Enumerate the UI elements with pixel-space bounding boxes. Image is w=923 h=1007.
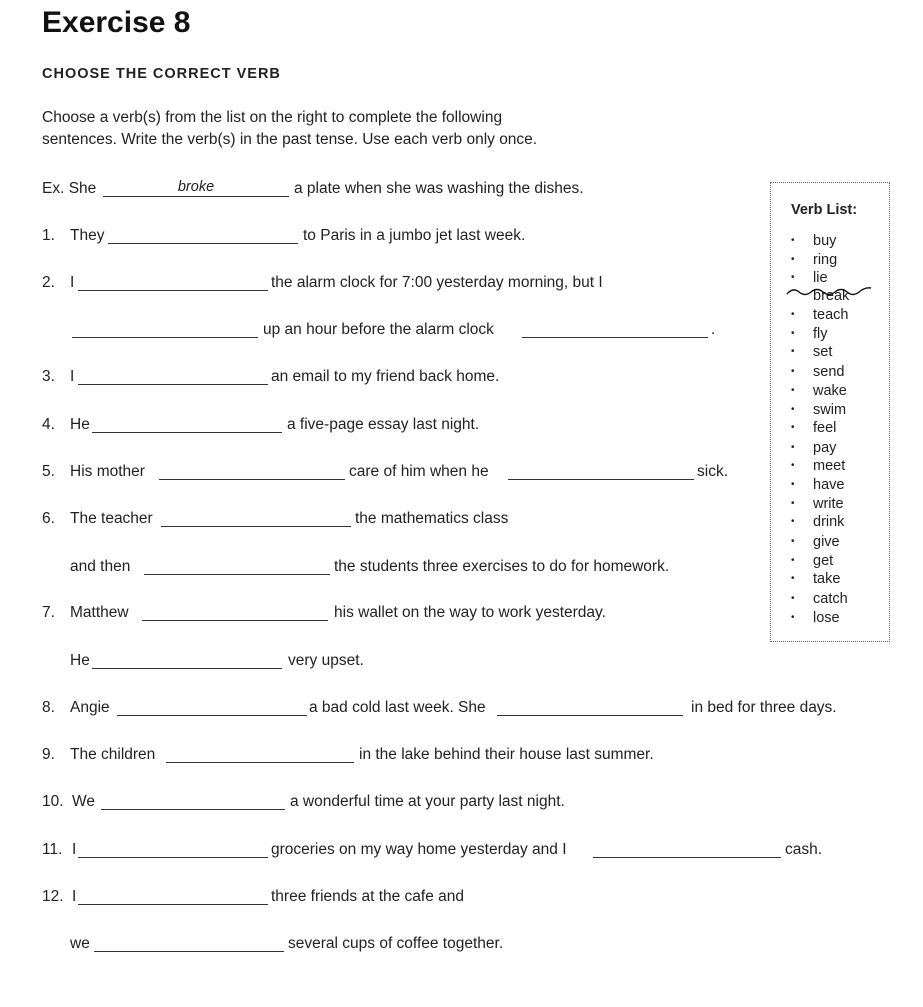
sentence-text: I [70, 368, 75, 385]
verb-label: set [813, 344, 833, 360]
answer-blank[interactable] [159, 479, 345, 480]
verb-label: ring [813, 252, 838, 268]
sentence-text: . [711, 321, 716, 338]
sentence-text: an email to my friend back home. [271, 368, 500, 385]
cross-out-squiggle-icon [785, 283, 875, 297]
sentence-text: groceries on my way home yesterday and I [271, 841, 567, 858]
answer-blank[interactable] [101, 809, 285, 810]
bullet-icon: • [791, 442, 795, 453]
bullet-icon: • [791, 366, 795, 377]
example-answer-blank [103, 179, 289, 197]
bullet-icon: • [791, 272, 795, 283]
verb-label: send [813, 364, 845, 380]
sentence-text: The children [70, 746, 156, 763]
bullet-icon: • [791, 235, 795, 246]
sentence-text: I [70, 274, 75, 291]
sentence-number: 5. [42, 463, 55, 480]
verb-label: break [813, 288, 850, 304]
sentence-text: several cups of coffee together. [288, 935, 504, 952]
sentence-text: I [72, 841, 77, 858]
verb-label: lie [813, 270, 828, 286]
bullet-icon: • [791, 385, 795, 396]
sentence-text: care of him when he [349, 463, 489, 480]
sentence-number: 9. [42, 746, 55, 763]
sentence-text: up an hour before the alarm clock [263, 321, 494, 338]
sentence-number: 2. [42, 274, 55, 291]
example-text: a plate when she was washing the dishes. [294, 180, 584, 197]
bullet-icon: • [791, 422, 795, 433]
answer-blank[interactable] [78, 857, 268, 858]
sentence-number: 1. [42, 227, 55, 244]
sentence-text: a five-page essay last night. [287, 416, 480, 433]
bullet-icon: • [791, 593, 795, 604]
sentence-text: He [70, 416, 90, 433]
answer-blank[interactable] [522, 337, 708, 338]
sentence-text: to Paris in a jumbo jet last week. [303, 227, 526, 244]
answer-blank[interactable] [78, 904, 268, 905]
verb-label: fly [813, 326, 828, 342]
bullet-icon: • [791, 555, 795, 566]
sentence-number: 7. [42, 604, 55, 621]
instructions-line-2: sentences. Write the verb(s) in the past tense. Use each verb only once. [42, 131, 538, 148]
answer-blank[interactable] [92, 432, 282, 433]
verb-label: lose [813, 610, 840, 626]
answer-blank[interactable] [166, 762, 354, 763]
answer-blank[interactable] [78, 290, 268, 291]
answer-blank[interactable] [161, 526, 351, 527]
bullet-icon: • [791, 573, 795, 584]
bullet-icon: • [791, 328, 795, 339]
verb-label: catch [813, 591, 848, 607]
sentence-number: 6. [42, 510, 55, 527]
sentence-text: three friends at the cafe and [271, 888, 465, 905]
sentence-text: We [72, 793, 95, 810]
sentence-text: we [70, 935, 90, 952]
answer-blank[interactable] [508, 479, 694, 480]
bullet-icon: • [791, 479, 795, 490]
verb-list-title: Verb List: [791, 202, 858, 218]
sentence-number: 12. [42, 888, 64, 905]
answer-blank[interactable] [72, 337, 258, 338]
sentence-text: in bed for three days. [691, 699, 837, 716]
answer-blank[interactable] [593, 857, 781, 858]
sentence-text: cash. [785, 841, 823, 858]
bullet-icon: • [791, 516, 795, 527]
sentence-text: and then [70, 558, 131, 575]
bullet-icon: • [791, 460, 795, 471]
verb-label: teach [813, 307, 849, 323]
sentence-text: sick. [697, 463, 728, 480]
bullet-icon: • [791, 404, 795, 415]
sentence-text: The teacher [70, 510, 153, 527]
answer-blank[interactable] [142, 620, 328, 621]
sentence-text: Matthew [70, 604, 129, 621]
sentence-text: Angie [70, 699, 110, 716]
page-title: Exercise 8 [42, 6, 191, 39]
verb-label: take [813, 571, 841, 587]
verb-label: buy [813, 233, 837, 249]
bullet-icon: • [791, 254, 795, 265]
sentence-number: 4. [42, 416, 55, 433]
example-label: Ex. She [42, 180, 97, 197]
sentence-number: 11. [42, 841, 63, 858]
sentence-number: 3. [42, 368, 55, 385]
answer-blank[interactable] [108, 243, 298, 244]
verb-label: feel [813, 420, 837, 436]
verb-label: wake [813, 383, 847, 399]
verb-label: swim [813, 402, 847, 418]
instructions-line-1: Choose a verb(s) from the list on the right to complete the following [42, 109, 503, 126]
sentence-text: his wallet on the way to work yesterday. [334, 604, 606, 621]
sentence-text: the alarm clock for 7:00 yesterday morning, but I [271, 274, 603, 291]
sentence-number: 10. [42, 793, 64, 810]
bullet-icon: • [791, 309, 795, 320]
answer-blank[interactable] [78, 384, 268, 385]
sentence-text: the students three exercises to do for homework. [334, 558, 670, 575]
sentence-text: a bad cold last week. She [309, 699, 486, 716]
sentence-text: a wonderful time at your party last night. [290, 793, 565, 810]
bullet-icon: • [791, 612, 795, 623]
answer-blank[interactable] [497, 715, 683, 716]
verb-label: drink [813, 514, 845, 530]
answer-blank[interactable] [92, 668, 282, 669]
answer-blank[interactable] [144, 574, 330, 575]
verb-label: give [813, 534, 840, 550]
verb-label: have [813, 477, 845, 493]
sentence-text: His mother [70, 463, 145, 480]
sentence-text: the mathematics class [355, 510, 509, 527]
verb-label: pay [813, 440, 837, 456]
sentence-text: I [72, 888, 77, 905]
example-answer: broke [177, 179, 215, 195]
answer-blank[interactable] [117, 715, 307, 716]
bullet-icon: • [791, 346, 795, 357]
exercise-subtitle: CHOOSE THE CORRECT VERB [42, 66, 281, 82]
sentence-text: in the lake behind their house last summer. [359, 746, 654, 763]
verb-list-box [770, 182, 890, 642]
verb-label: get [813, 553, 834, 569]
answer-blank[interactable] [94, 951, 284, 952]
bullet-icon: • [791, 498, 795, 509]
sentence-text: very upset. [288, 652, 364, 669]
verb-label: write [813, 496, 844, 512]
bullet-icon: • [791, 536, 795, 547]
sentence-number: 8. [42, 699, 55, 716]
verb-label: meet [813, 458, 846, 474]
sentence-text: They [70, 227, 105, 244]
sentence-text: He [70, 652, 90, 669]
